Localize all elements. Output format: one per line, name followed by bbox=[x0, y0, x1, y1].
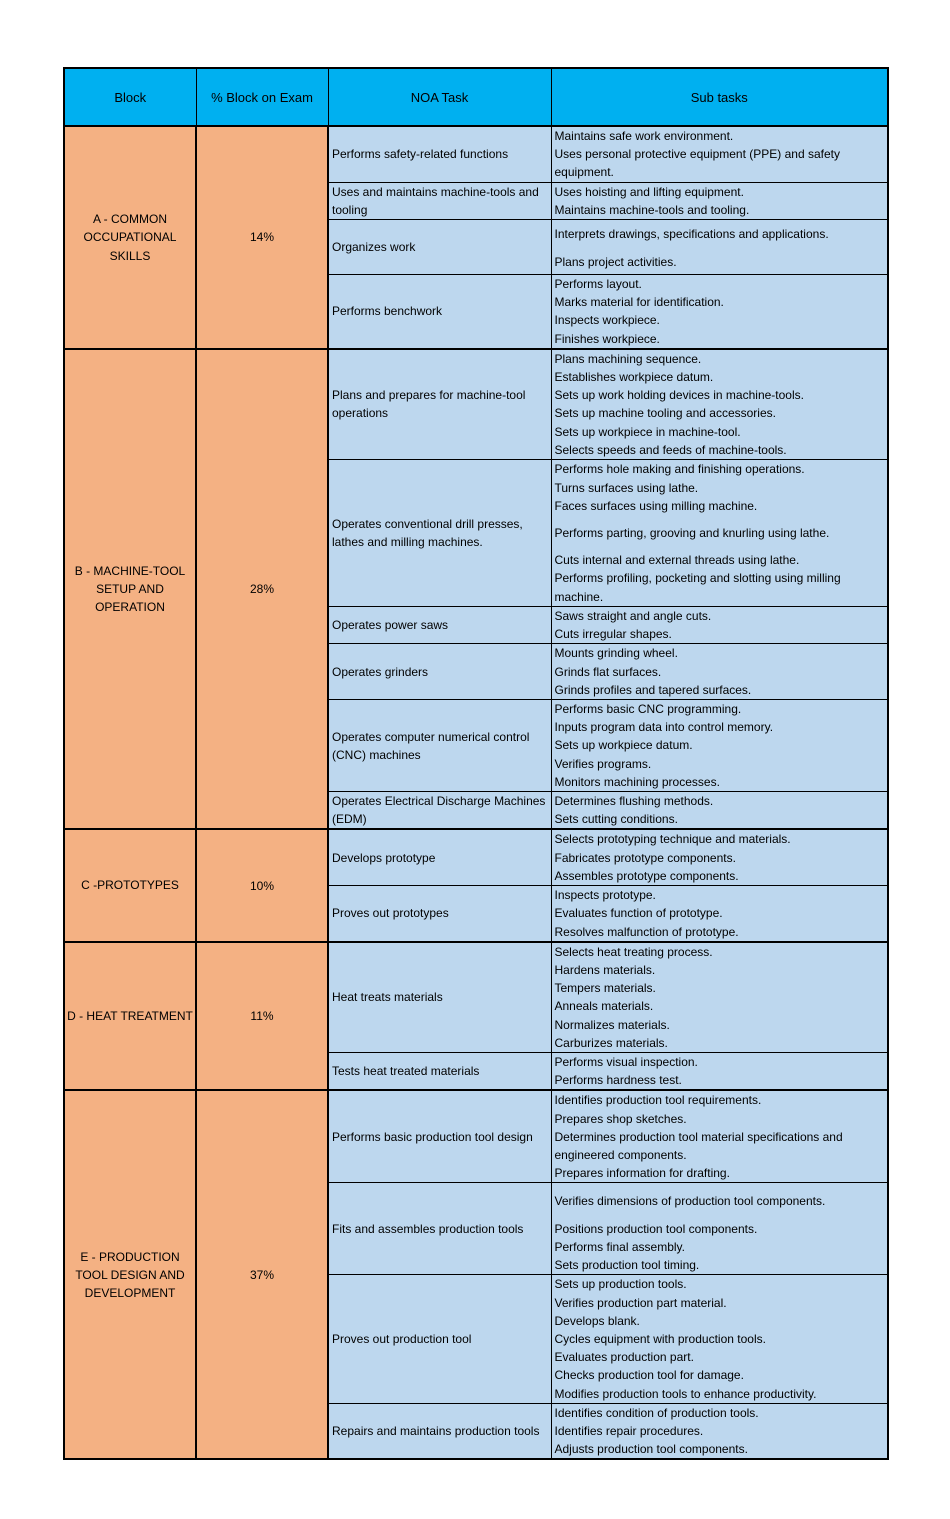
subtask-item: Mounts grinding wheel. bbox=[554, 646, 678, 661]
subtask-item: Grinds profiles and tapered surfaces. bbox=[554, 682, 752, 697]
subtasks-cell bbox=[551, 942, 888, 1053]
subtask-item: Tempers materials. bbox=[554, 981, 656, 996]
subtasks-cell bbox=[551, 886, 888, 942]
subtask-item: Adjusts production tool components. bbox=[554, 1442, 748, 1457]
subtasks-cell bbox=[551, 607, 888, 644]
subtask-item: Establishes workpiece datum. bbox=[554, 370, 714, 385]
noa-task-cell: Performs basic production tool design bbox=[328, 1090, 551, 1183]
subtask-item: Prepares information for drafting. bbox=[554, 1166, 730, 1181]
subtask-item: Sets cutting conditions. bbox=[554, 812, 678, 827]
subtask-item: Monitors machining processes. bbox=[554, 774, 720, 789]
subtasks-cell bbox=[551, 126, 888, 182]
noa-task-cell: Repairs and maintains production tools bbox=[328, 1403, 551, 1459]
subtask-item: Carburizes materials. bbox=[554, 1035, 668, 1050]
subtask-item: Performs profiling, pocketing and slotting using milling machine. bbox=[554, 571, 841, 604]
noa-task-cell: Plans and prepares for machine-tool operations bbox=[328, 349, 551, 460]
noa-task-cell: Proves out prototypes bbox=[328, 886, 551, 942]
block-percent-cell: 11% bbox=[196, 942, 328, 1091]
noa-task-cell: Operates Electrical Discharge Machines (EDM) bbox=[328, 792, 551, 830]
subtask-item: Grinds flat surfaces. bbox=[554, 664, 662, 679]
noa-task-cell: Tests heat treated materials bbox=[328, 1052, 551, 1090]
subtask-item: Identifies production tool requirements. bbox=[554, 1093, 762, 1108]
subtask-item: Cuts irregular shapes. bbox=[554, 627, 672, 642]
subtask-item: Performs visual inspection. bbox=[554, 1054, 698, 1069]
subtask-item: Determines production tool material specifications and engineered components. bbox=[554, 1129, 843, 1162]
noa-task-cell: Uses and maintains machine-tools and tooling bbox=[328, 182, 551, 219]
subtask-item: Turns surfaces using lathe. bbox=[554, 480, 699, 495]
noa-table bbox=[63, 67, 889, 1460]
subtask-item: Verifies production part material. bbox=[554, 1295, 727, 1310]
subtask-item: Sets up production tools. bbox=[554, 1277, 687, 1292]
subtask-item: Uses personal protective equipment (PPE) and safety equipment. bbox=[554, 147, 840, 180]
subtask-item: Plans machining sequence. bbox=[554, 351, 702, 366]
noa-task-cell: Fits and assembles production tools bbox=[328, 1183, 551, 1275]
subtasks-cell bbox=[551, 1403, 888, 1459]
table-row bbox=[64, 126, 888, 182]
subtask-item: Verifies dimensions of production tool components. bbox=[554, 1194, 826, 1209]
header-percent: % Block on Exam bbox=[196, 68, 328, 126]
block-name-line: SKILLS bbox=[109, 248, 151, 263]
subtask-item: Inspects workpiece. bbox=[554, 313, 660, 328]
subtask-item: Fabricates prototype components. bbox=[554, 850, 736, 865]
subtask-item: Cycles equipment with production tools. bbox=[554, 1331, 766, 1346]
noa-task-cell: Develops prototype bbox=[328, 829, 551, 885]
block-percent-cell: 14% bbox=[196, 126, 328, 349]
subtask-item: Finishes workpiece. bbox=[554, 331, 660, 346]
subtask-item: Maintains safe work environment. bbox=[554, 129, 734, 143]
block-name-line: A - COMMON bbox=[93, 212, 167, 227]
subtasks-cell bbox=[551, 349, 888, 460]
subtask-item: Evaluates function of prototype. bbox=[554, 906, 723, 921]
block-name-cell bbox=[64, 829, 196, 941]
block-name-cell bbox=[64, 1090, 196, 1459]
subtasks-cell bbox=[551, 829, 888, 885]
block-name-cell bbox=[64, 942, 196, 1091]
block-name-line: TOOL DESIGN AND bbox=[75, 1267, 185, 1282]
subtask-item: Maintains machine-tools and tooling. bbox=[554, 202, 750, 217]
subtasks-cell bbox=[551, 644, 888, 700]
block-name-line: SETUP AND bbox=[96, 582, 164, 597]
block-percent-cell: 37% bbox=[196, 1090, 328, 1459]
subtask-item: Performs hole making and finishing operations. bbox=[554, 462, 805, 477]
subtask-item: Assembles prototype components. bbox=[554, 868, 739, 883]
header-noa-task: NOA Task bbox=[328, 68, 551, 126]
noa-task-cell: Operates power saws bbox=[328, 607, 551, 644]
subtask-item: Selects heat treating process. bbox=[554, 944, 713, 959]
subtask-item: Identifies condition of production tools. bbox=[554, 1405, 759, 1420]
subtask-item: Positions production tool components. bbox=[554, 1221, 758, 1236]
header-row bbox=[64, 68, 888, 126]
subtask-item: Sets up workpiece datum. bbox=[554, 738, 693, 753]
subtask-item: Prepares shop sketches. bbox=[554, 1111, 687, 1126]
subtask-item: Resolves malfunction of prototype. bbox=[554, 924, 739, 939]
block-name-line: OCCUPATIONAL bbox=[83, 230, 177, 245]
block-name-cell bbox=[64, 349, 196, 830]
block-name-cell bbox=[64, 126, 196, 349]
subtask-item: Determines flushing methods. bbox=[554, 794, 714, 809]
subtask-item: Sets production tool timing. bbox=[554, 1258, 700, 1273]
subtask-item: Evaluates production part. bbox=[554, 1350, 694, 1365]
header-block: Block bbox=[64, 68, 196, 126]
subtasks-cell bbox=[551, 460, 888, 607]
subtask-item: Identifies repair procedures. bbox=[554, 1423, 704, 1438]
subtask-item: Sets up machine tooling and accessories. bbox=[554, 406, 776, 421]
subtask-item: Saws straight and angle cuts. bbox=[554, 609, 712, 624]
subtasks-cell bbox=[551, 700, 888, 792]
noa-task-cell: Heat treats materials bbox=[328, 942, 551, 1053]
subtasks-cell bbox=[551, 220, 888, 275]
subtask-item: Performs basic CNC programming. bbox=[554, 702, 742, 717]
subtask-item: Faces surfaces using milling machine. bbox=[554, 498, 758, 513]
subtask-item: Uses hoisting and lifting equipment. bbox=[554, 184, 744, 199]
noa-task-cell: Operates grinders bbox=[328, 644, 551, 700]
subtask-item: Marks material for identification. bbox=[554, 295, 724, 310]
table-row bbox=[64, 349, 888, 460]
subtask-item: Selects prototyping technique and materials. bbox=[554, 832, 791, 847]
subtasks-cell bbox=[551, 1052, 888, 1090]
subtask-item: Performs layout. bbox=[554, 277, 642, 292]
subtask-item: Sets up work holding devices in machine-tools. bbox=[554, 388, 804, 403]
subtask-item: Performs parting, grooving and knurling using lathe. bbox=[554, 525, 830, 540]
subtasks-cell bbox=[551, 182, 888, 219]
subtask-item: Inputs program data into control memory. bbox=[554, 720, 774, 735]
subtask-item: Develops blank. bbox=[554, 1313, 640, 1328]
subtasks-cell bbox=[551, 1275, 888, 1403]
subtask-item: Normalizes materials. bbox=[554, 1017, 670, 1032]
subtask-item: Inspects prototype. bbox=[554, 888, 656, 903]
table-row bbox=[64, 942, 888, 1053]
subtask-item: Sets up workpiece in machine-tool. bbox=[554, 424, 741, 439]
subtasks-cell bbox=[551, 792, 888, 830]
noa-task-cell: Performs safety-related functions bbox=[328, 126, 551, 182]
table-row bbox=[64, 1090, 888, 1183]
block-name-line: DEVELOPMENT bbox=[84, 1285, 176, 1300]
block-name-line: C -PROTOTYPES bbox=[81, 878, 179, 893]
subtask-item: Selects speeds and feeds of machine-tools. bbox=[554, 442, 787, 457]
block-name-line: D - HEAT TREATMENT bbox=[67, 1008, 193, 1023]
block-name-line: B - MACHINE-TOOL bbox=[74, 563, 186, 578]
subtask-item: Anneals materials. bbox=[554, 999, 654, 1014]
subtask-item: Cuts internal and external threads using lathe. bbox=[554, 553, 800, 568]
noa-task-cell: Operates computer numerical control (CNC) machines bbox=[328, 700, 551, 792]
block-name-line: E - PRODUCTION bbox=[80, 1249, 180, 1264]
block-percent-cell: 10% bbox=[196, 829, 328, 941]
noa-task-cell: Performs benchwork bbox=[328, 275, 551, 349]
subtask-item: Modifies production tools to enhance productivity. bbox=[554, 1386, 817, 1401]
subtask-item: Checks production tool for damage. bbox=[554, 1368, 744, 1383]
subtasks-cell bbox=[551, 275, 888, 349]
subtask-item: Hardens materials. bbox=[554, 962, 656, 977]
subtask-item: Verifies programs. bbox=[554, 756, 652, 771]
subtasks-cell bbox=[551, 1183, 888, 1275]
noa-task-cell: Organizes work bbox=[328, 220, 551, 275]
table-body bbox=[64, 126, 888, 1459]
subtask-item: Performs final assembly. bbox=[554, 1239, 685, 1254]
subtasks-cell bbox=[551, 1090, 888, 1183]
noa-task-cell: Operates conventional drill presses, lathes and milling machines. bbox=[328, 460, 551, 607]
subtask-item: Plans project activities. bbox=[554, 254, 677, 269]
noa-task-cell: Proves out production tool bbox=[328, 1275, 551, 1403]
subtask-item: Interprets drawings, specifications and applications. bbox=[554, 227, 829, 242]
block-name-line: OPERATION bbox=[95, 600, 165, 615]
table-row bbox=[64, 829, 888, 885]
subtask-item: Performs hardness test. bbox=[554, 1073, 682, 1088]
header-subtasks: Sub tasks bbox=[551, 68, 888, 126]
block-percent-cell: 28% bbox=[196, 349, 328, 830]
